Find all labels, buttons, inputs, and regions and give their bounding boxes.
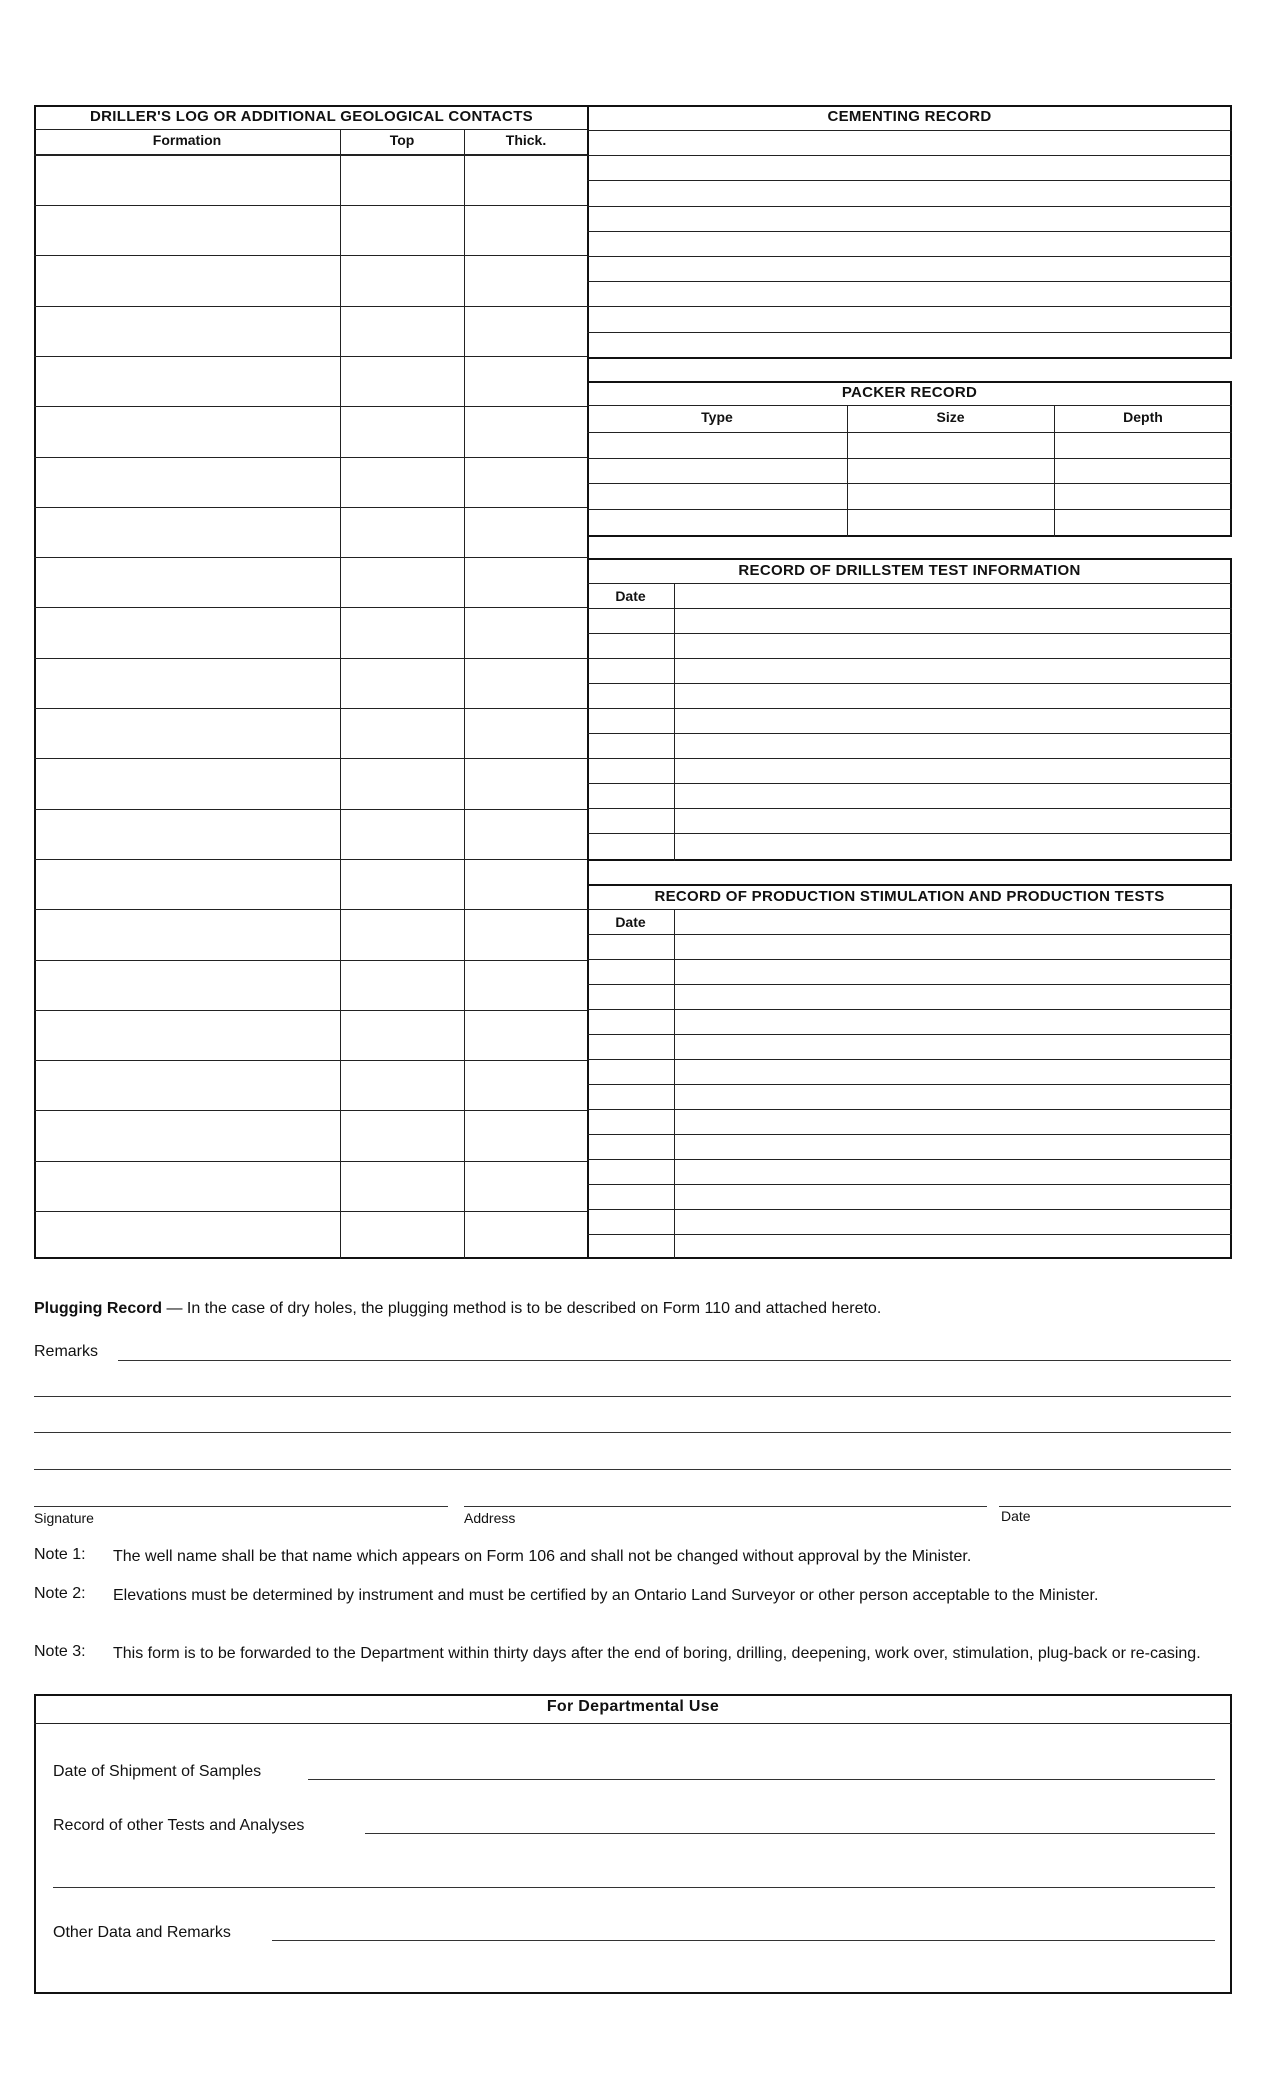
drillstem-test-table — [587, 558, 1232, 861]
drillers-log-row-line — [34, 557, 588, 558]
drillstem-row-line — [587, 683, 1232, 684]
remarks-label: Remarks — [34, 1343, 99, 1360]
remarks-line[interactable] — [34, 1469, 1231, 1470]
drillers-log-row-line — [34, 809, 588, 810]
plugging-record-text: In the case of dry holes, the plugging method is to be described on Form 110 and attached hereto. — [186, 1300, 882, 1317]
drillers-log-row-line — [34, 1161, 588, 1162]
drillers-log-row-line — [34, 1110, 588, 1111]
drillstem-title: RECORD OF DRILLSTEM TEST INFORMATION — [738, 562, 1081, 579]
drillstem-col-divider — [674, 583, 675, 861]
shipment-line[interactable] — [308, 1779, 1215, 1780]
drillers-log-title-divider — [34, 129, 589, 130]
production-col-date: Date — [615, 914, 646, 930]
remarks-line[interactable] — [118, 1360, 1231, 1361]
cementing-row-line — [587, 206, 1232, 207]
date-label: Date — [1001, 1508, 1031, 1524]
production-title: RECORD OF PRODUCTION STIMULATION AND PRODUCTION TESTS — [654, 888, 1165, 905]
drillers-log-row-line — [34, 607, 588, 608]
packer-col-divider — [1054, 405, 1055, 537]
drillers-log-title: DRILLER'S LOG OR ADDITIONAL GEOLOGICAL CONTACTS — [90, 108, 533, 125]
drillstem-row-line — [587, 733, 1232, 734]
drillers-log-row-line — [34, 507, 588, 508]
drillstem-row-line — [587, 833, 1232, 834]
cementing-row-line — [587, 332, 1232, 333]
packer-row-line — [587, 458, 1232, 459]
production-title-divider — [587, 909, 1232, 910]
drillstem-row-line — [587, 658, 1232, 659]
cementing-row-line — [587, 306, 1232, 307]
departmental-title-divider — [34, 1723, 1232, 1724]
cementing-row-line — [587, 256, 1232, 257]
remarks-line[interactable] — [34, 1432, 1231, 1433]
drillers-log-row-line — [34, 909, 588, 910]
other-label: Other Data and Remarks — [53, 1924, 231, 1941]
production-row-line — [587, 1059, 1232, 1060]
plugging-record-statement — [34, 1300, 881, 1318]
address-label: Address — [464, 1510, 516, 1526]
production-row-line — [587, 1184, 1232, 1185]
cementing-record-table — [587, 105, 1232, 359]
drillers-log-col-top: Top — [389, 132, 415, 148]
plugging-record-heading: Plugging Record — [34, 1300, 162, 1317]
production-row-line — [587, 934, 1232, 935]
note-1-label: Note 1: — [34, 1546, 86, 1563]
cementing-row-line — [587, 130, 1232, 131]
drillers-log-row-line — [34, 205, 588, 206]
production-row-line — [587, 1234, 1232, 1235]
drillers-log-row-line — [34, 708, 588, 709]
packer-row-line — [587, 509, 1232, 510]
drillers-log-row-line — [34, 255, 588, 256]
drillers-log-row-line — [34, 859, 588, 860]
drillstem-row-line — [587, 608, 1232, 609]
drillers-log-row-line — [34, 758, 588, 759]
drillers-log-col-formation: Formation — [152, 132, 222, 148]
packer-col-type: Type — [701, 409, 733, 425]
drillers-log-row-line — [34, 1211, 588, 1212]
drillers-log-row-line — [34, 1060, 588, 1061]
departmental-use-box — [34, 1694, 1232, 1994]
shipment-label: Date of Shipment of Samples — [53, 1763, 262, 1780]
production-row-line — [587, 1109, 1232, 1110]
drillers-log-row-line — [34, 658, 588, 659]
drillers-log-col-thick: Thick. — [505, 132, 547, 148]
drillstem-col-date: Date — [615, 588, 646, 604]
packer-col-depth: Depth — [1123, 409, 1163, 425]
drillers-log-col-divider — [340, 129, 341, 1259]
production-row-line — [587, 959, 1232, 960]
note-2-label: Note 2: — [34, 1585, 86, 1602]
production-row-line — [587, 1009, 1232, 1010]
cementing-row-line — [587, 180, 1232, 181]
packer-col-size: Size — [936, 409, 965, 425]
drillers-log-row-line — [34, 306, 588, 307]
production-row-line — [587, 1084, 1232, 1085]
drillstem-title-divider — [587, 583, 1232, 584]
drillstem-row-line — [587, 758, 1232, 759]
drillers-log-row-line — [34, 406, 588, 407]
drillers-log-col-divider — [464, 129, 465, 1259]
packer-row-line — [587, 432, 1232, 433]
cementing-record-title: CEMENTING RECORD — [827, 108, 992, 125]
note-1-text: The well name shall be that name which appears on Form 106 and shall not be changed without approval by the Minister. — [113, 1548, 972, 1565]
production-test-table — [587, 884, 1232, 1259]
tests-label: Record of other Tests and Analyses — [53, 1817, 305, 1834]
cementing-row-line — [587, 281, 1232, 282]
note-3-text: This form is to be forwarded to the Department within thirty days after the end of boring, drilling, deepening, work over, stimulation, plug-back or re-casing. — [113, 1645, 1201, 1662]
cementing-row-line — [587, 155, 1232, 156]
drillstem-row-line — [587, 708, 1232, 709]
signature-line[interactable] — [34, 1506, 448, 1507]
drillers-log-table — [34, 105, 589, 1259]
tests-line-2[interactable] — [53, 1887, 1215, 1888]
cementing-row-line — [587, 231, 1232, 232]
packer-col-divider — [847, 405, 848, 537]
departmental-title: For Departmental Use — [546, 1698, 720, 1715]
packer-record-title: PACKER RECORD — [841, 384, 978, 401]
drillers-log-row-line — [34, 960, 588, 961]
drillstem-row-line — [587, 633, 1232, 634]
drillers-log-row-line — [34, 1010, 588, 1011]
signature-label: Signature — [34, 1510, 94, 1526]
note-2-text: Elevations must be determined by instrument and must be certified by an Ontario Land Surveyor or other person acceptable to the Minister. — [113, 1587, 1099, 1604]
production-row-line — [587, 1034, 1232, 1035]
plugging-record-dash: — — [162, 1300, 187, 1317]
date-line[interactable] — [999, 1506, 1231, 1507]
other-line[interactable] — [272, 1940, 1215, 1941]
remarks-line[interactable] — [34, 1396, 1231, 1397]
production-row-line — [587, 1159, 1232, 1160]
packer-title-divider — [587, 405, 1232, 406]
drillers-log-header-divider — [34, 154, 589, 156]
packer-row-line — [587, 483, 1232, 484]
tests-line[interactable] — [365, 1833, 1215, 1834]
note-3-label: Note 3: — [34, 1643, 86, 1660]
production-row-line — [587, 984, 1232, 985]
production-row-line — [587, 1134, 1232, 1135]
drillstem-row-line — [587, 783, 1232, 784]
production-row-line — [587, 1209, 1232, 1210]
address-line[interactable] — [464, 1506, 987, 1507]
drillers-log-row-line — [34, 356, 588, 357]
drillers-log-row-line — [34, 457, 588, 458]
drillstem-row-line — [587, 808, 1232, 809]
